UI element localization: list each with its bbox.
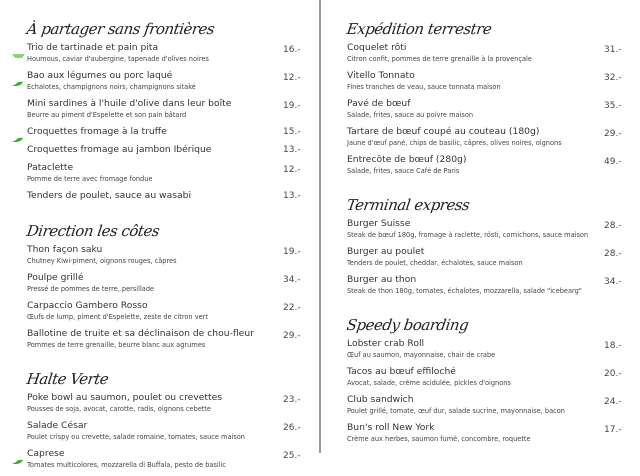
item-name: Thon façon saku xyxy=(27,244,103,255)
item-price: 49.- xyxy=(604,157,622,167)
item-name: Coquelet rôti xyxy=(347,42,407,53)
menu-section-expedition-terrestre xyxy=(347,14,622,176)
menu-item xyxy=(27,300,299,322)
item-description: Pousses de soja, avocat, carotte, radis, oignons cebette xyxy=(27,405,211,413)
item-description: Chutney Kiwi-piment, oignons rouges, câpres xyxy=(27,257,177,265)
item-price: 19.- xyxy=(283,247,301,257)
section-heading: À partager sans frontières xyxy=(25,20,216,38)
item-price: 31.- xyxy=(604,45,622,55)
item-name: Pataclette xyxy=(27,162,74,173)
menu-item xyxy=(27,70,299,92)
menu-item xyxy=(27,126,299,138)
item-name: Entrecôte de bœuf (280g) xyxy=(347,154,467,165)
item-name: Ballotine de truite et sa déclinaison de chou-fleur xyxy=(27,328,254,339)
item-description: Œuf au saumon, mayonnaise, chair de crabe xyxy=(347,351,496,359)
menu-item xyxy=(27,272,299,294)
menu-item xyxy=(27,42,299,64)
section-heading: Halte Verte xyxy=(25,370,110,388)
item-name: Poke bowl au saumon, poulet ou crevettes xyxy=(27,392,223,403)
menu-section-a-partager-sans-frontieres xyxy=(27,14,299,202)
item-name: Bao aux légumes ou porc laqué xyxy=(27,70,173,81)
item-price: 19.- xyxy=(283,101,301,111)
menu-section-speedy-boarding xyxy=(347,310,622,444)
menu-item xyxy=(27,420,299,442)
item-name: Club sandwich xyxy=(347,394,414,405)
menu-item xyxy=(27,392,299,414)
menu-item xyxy=(347,218,622,240)
item-price: 34.- xyxy=(604,277,622,287)
item-name: Caprese xyxy=(27,448,65,459)
menu-item xyxy=(27,328,299,350)
item-description: Citron confit, pommes de terre grenaille à la provençale xyxy=(347,55,532,63)
leaf-icon xyxy=(12,72,23,78)
menu-item xyxy=(27,162,299,184)
left-page xyxy=(27,0,299,476)
item-price: 29.- xyxy=(283,331,301,341)
menu-item xyxy=(347,274,622,296)
item-description: Steak de thon 180g, tomates, échalotes, mozzarella, salade "icebearg" xyxy=(347,287,582,295)
item-name: Croquettes fromage à la truffe xyxy=(27,126,167,137)
item-description: Houmous, caviar d'aubergine, tapenade d'olives noires xyxy=(27,55,209,63)
item-description: Salade, frites, sauce au poivre maison xyxy=(347,111,474,119)
right-page xyxy=(347,0,622,450)
section-heading: Terminal express xyxy=(345,196,471,214)
item-description: Fines tranches de veau, sauce tonnata maison xyxy=(347,83,501,91)
menu-item xyxy=(347,422,622,444)
item-description: Tomates multicolores, mozzarella di Buffala, pesto de basilic xyxy=(27,461,227,469)
item-name: Croquettes fromage au jambon Ibérique xyxy=(27,144,212,155)
menu-section-halte-verte xyxy=(27,364,299,470)
menu-item xyxy=(27,190,299,202)
item-price: 17.- xyxy=(604,425,622,435)
item-name: Tartare de bœuf coupé au couteau (180g) xyxy=(347,126,540,137)
item-description: Pressé de pommes de terre, persillade xyxy=(27,285,155,293)
item-price: 12.- xyxy=(283,165,301,175)
menu-item xyxy=(347,154,622,176)
item-name: Poulpe grillé xyxy=(27,272,84,283)
item-name: Trio de tartinade et pain pita xyxy=(27,42,159,53)
item-price: 35.- xyxy=(604,101,622,111)
item-name: Salade César xyxy=(27,420,88,431)
item-price: 18.- xyxy=(604,341,622,351)
menu-item xyxy=(347,70,622,92)
item-price: 13.- xyxy=(283,145,301,155)
item-price: 15.- xyxy=(283,127,301,137)
item-name: Vitello Tonnato xyxy=(347,70,415,81)
leaf-icon xyxy=(12,128,23,134)
item-description: Steak de bœuf 180g, fromage à raclette, rösti, cornichons, sauce maison xyxy=(347,231,589,239)
item-price: 26.- xyxy=(283,423,301,433)
leaf-icon xyxy=(12,450,23,456)
item-price: 32.- xyxy=(604,73,622,83)
menu-section-direction-les-cotes xyxy=(27,216,299,350)
item-name: Bun's roll New York xyxy=(347,422,435,433)
section-heading: Expédition terrestre xyxy=(345,20,493,38)
item-price: 23.- xyxy=(283,395,301,405)
section-heading: Direction les côtes xyxy=(25,222,161,240)
item-description: Pommes de terre grenaille, beurre blanc aux agrumes xyxy=(27,341,206,349)
menu-item xyxy=(27,98,299,120)
item-description: Salade, frites, sauce Café de Paris xyxy=(347,167,460,175)
item-name: Lobster crab Roll xyxy=(347,338,425,349)
menu-item xyxy=(347,394,622,416)
item-name: Burger au poulet xyxy=(347,246,425,257)
item-description: Jaune d'œuf pané, chips de basilic, câpres, olives noires, oignons xyxy=(347,139,562,147)
item-name: Pavé de bœuf xyxy=(347,98,411,109)
item-description: Tenders de poulet, cheddar, échalotes, sauce maison xyxy=(347,259,523,267)
item-price: 12.- xyxy=(283,73,301,83)
item-name: Tenders de poulet, sauce au wasabi xyxy=(27,190,192,201)
menu-item xyxy=(347,338,622,360)
menu-item xyxy=(27,144,299,156)
item-name: Mini sardines à l'huile d'olive dans leur boîte xyxy=(27,98,232,109)
item-name: Burger au thon xyxy=(347,274,417,285)
item-description: Avocat, salade, crème acidulée, pickles d'oignons xyxy=(347,379,511,387)
item-price: 16.- xyxy=(283,45,301,55)
item-price: 13.- xyxy=(283,191,301,201)
item-price: 20.- xyxy=(604,369,622,379)
menu-item xyxy=(347,126,622,148)
menu-item xyxy=(347,246,622,268)
item-price: 29.- xyxy=(604,129,622,139)
item-name: Tacos au bœuf effiloché xyxy=(347,366,456,377)
item-price: 34.- xyxy=(283,275,301,285)
item-description: Pomme de terre avec fromage fondue xyxy=(27,175,153,183)
item-description: Poulet grillé, tomate, œuf dur, salade sucrine, mayonnaise, bacon xyxy=(347,407,565,415)
menu-item xyxy=(347,42,622,64)
item-description: Poulet crispy ou crevette, salade romaine, tomates, sauce maison xyxy=(27,433,245,441)
item-description: Œufs de lump, piment d'Espelette, zeste de citron vert xyxy=(27,313,208,321)
menu-item xyxy=(27,244,299,266)
section-heading: Speedy boarding xyxy=(345,316,470,334)
item-name: Burger Suisse xyxy=(347,218,411,229)
menu-item xyxy=(347,366,622,388)
item-price: 28.- xyxy=(604,221,622,231)
menu-section-terminal-express xyxy=(347,190,622,296)
item-description: Echalotes, champignons noirs, champignons sitaké xyxy=(27,83,196,91)
item-price: 24.- xyxy=(604,397,622,407)
item-price: 22.- xyxy=(283,303,301,313)
menu-item xyxy=(27,448,299,470)
item-description: Beurre au piment d'Espelette et son pain bâtard xyxy=(27,111,187,119)
item-name: Carpaccio Gambero Rosso xyxy=(27,300,148,311)
item-description: Crème aux herbes, saumon fumé, concombre, roquette xyxy=(347,435,531,443)
bowl-leaf-icon xyxy=(12,44,23,50)
item-price: 25.- xyxy=(283,451,301,461)
item-price: 28.- xyxy=(604,249,622,259)
page-divider xyxy=(319,0,321,453)
menu-item xyxy=(347,98,622,120)
